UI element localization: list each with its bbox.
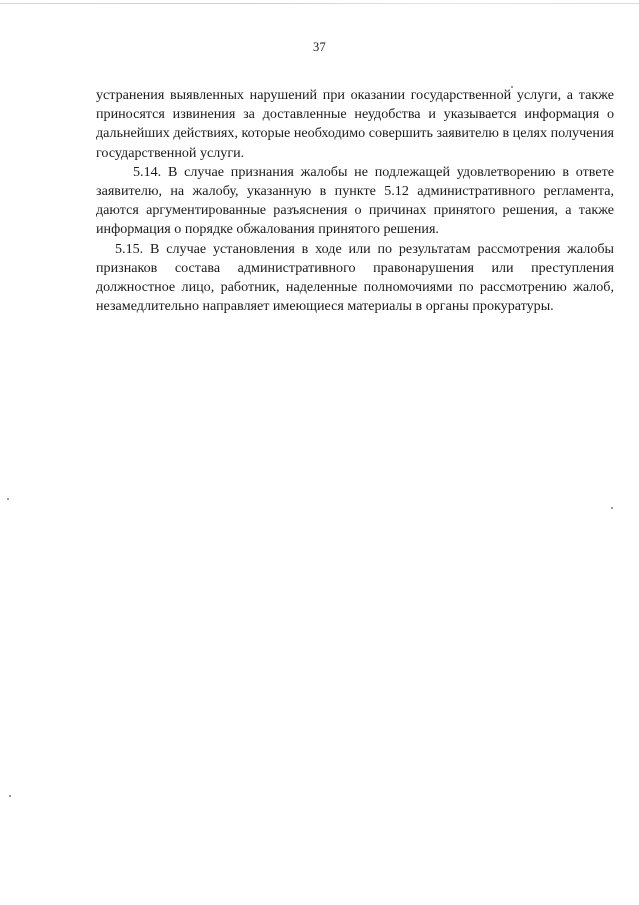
scan-speck [7,498,9,500]
scan-speck [511,86,513,88]
page-number: 37 [312,40,327,54]
paragraph-continuation: устранения выявленных нарушений при оказании государственной услуги, а также приносятся извинения за доставленные неудобства и указывается информация о дальнейших действиях, которые необходимо совершить заявителю в целях получения государственной услуги. [96,87,614,161]
scan-top-edge [0,3,639,4]
document-body [96,86,614,316]
scan-speck [611,507,613,509]
paragraph-5-14: 5.14. В случае признания жалобы не подлежащей удовлетворению в ответе заявителю, на жалобу, указанную в пункте 5.12 административного регламента, даются аргументированные разъяснения о причинах принятого решения, а также информация о порядке обжалования принятого решения. [96,163,614,238]
paragraph-5-15: 5.15. В случае установления в ходе или по результатам рассмотрения жалобы признаков состава административного правонарушения или преступления должностное лицо, работник, наделенные полномочиями по рассмотрению жалоб, незамедлительно направляет имеющиеся материалы в органы прокуратуры. [96,240,614,315]
scan-speck [9,795,11,797]
